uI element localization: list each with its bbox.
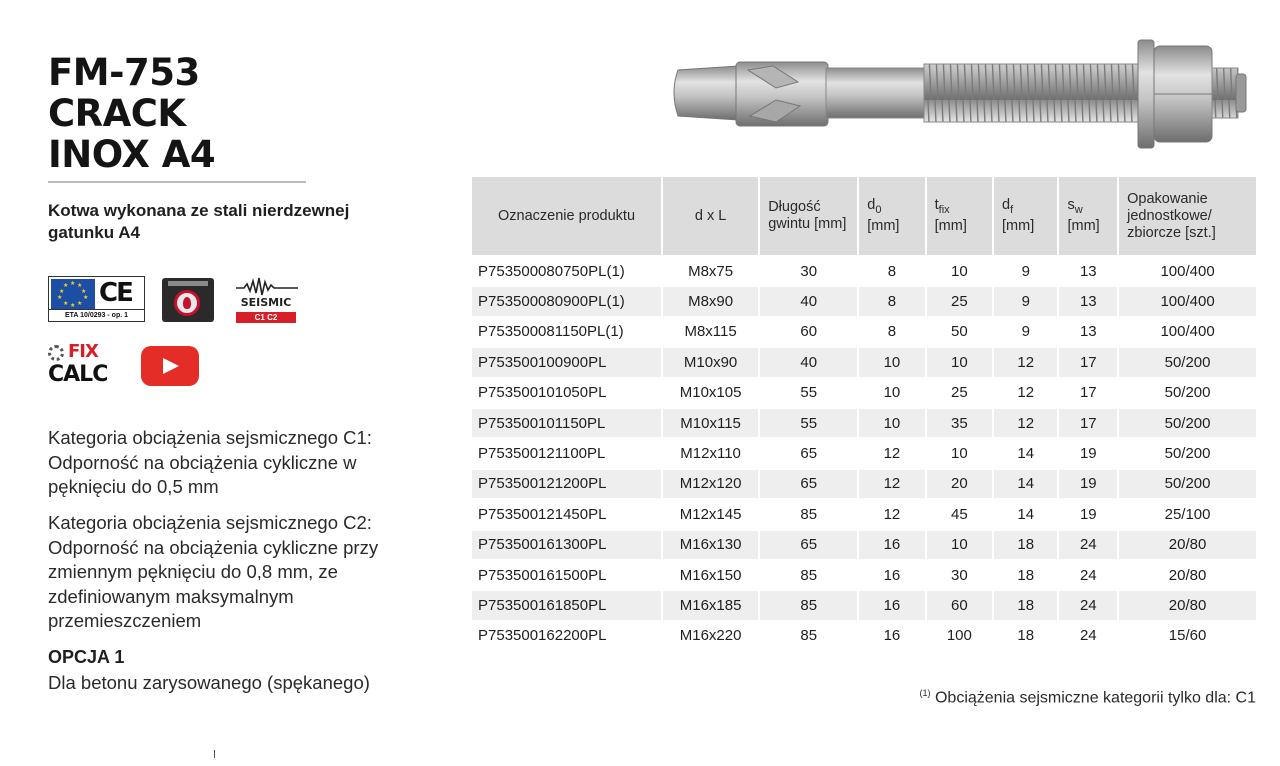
certification-badges (48, 274, 308, 324)
cell-d0: 16 (883, 566, 901, 584)
table-row (472, 287, 1256, 315)
cell-dxl: M12x145 (679, 505, 742, 523)
cell-df: 9 (1021, 262, 1030, 280)
option-heading: OPCJA 1 (48, 647, 125, 667)
cell-sw: 13 (1059, 287, 1117, 315)
table-row (472, 379, 1256, 407)
seismic-c1-description: Kategoria obciążenia sejsmicznego C1: Odporność na obciążenia cykliczne w pęknięciu do 0,5 mm (48, 427, 372, 497)
cell-df: 14 (1017, 445, 1035, 463)
cell-d0: 12 (859, 470, 924, 498)
header-sw: $s_w$ [mm] (1059, 177, 1117, 255)
cell-thread: 40 (760, 348, 857, 376)
header-df: $d_f$ [mm] (994, 177, 1057, 255)
fixcalc-logo[interactable] (48, 341, 126, 390)
cell-tfix: 10 (927, 531, 992, 559)
cell-pack: 20/80 (1119, 591, 1256, 619)
cell-tfix: 100 (946, 627, 972, 645)
seismic-word: SEISMIC (240, 296, 292, 309)
eta-label: ETA 10/0293 - op. 1 (49, 309, 144, 321)
cell-code: P753500161500PL (478, 566, 607, 584)
cell-thread: 55 (760, 409, 857, 437)
cell-code: P753500121100PL (478, 445, 606, 463)
cell-sw: 13 (1079, 323, 1097, 341)
cell-sw: 13 (1079, 262, 1097, 280)
cell-tfix: 30 (950, 566, 968, 584)
cell-pack: 50/200 (1119, 470, 1256, 498)
cell-d0: 16 (859, 531, 924, 559)
cell-sw: 19 (1079, 445, 1097, 463)
cell-code: P753500162200PL (478, 627, 607, 645)
cell-d0: 12 (883, 505, 901, 523)
title-line: CRACK (48, 92, 186, 135)
cell-pack: 20/80 (1119, 531, 1256, 559)
cell-pack: 50/200 (1164, 384, 1211, 402)
cell-pack: 50/200 (1164, 445, 1211, 463)
table-row (472, 591, 1256, 619)
cell-df: 9 (1021, 323, 1030, 341)
seismic-c2-description: Kategoria obciążenia sejsmicznego C2: Odporność na obciążenia cykliczne przy zmiennym pęknięciu do 0,8 mm, ze zdefiniowanym maksymalnym przemieszczeniem (48, 512, 379, 631)
cell-d0: 8 (887, 262, 897, 280)
seismic-badge (234, 276, 300, 324)
cell-code: P753500080750PL(1) (478, 262, 625, 280)
cell-sw: 24 (1059, 531, 1117, 559)
option-text: Dla betonu zarysowanego (spękanego) (48, 672, 370, 693)
cell-thread: 40 (760, 287, 857, 315)
title-line: FM-753 (48, 51, 200, 94)
cell-thread: 85 (800, 627, 818, 645)
youtube-play-icon[interactable] (141, 346, 199, 386)
cell-code: P753500161850PL (472, 591, 661, 619)
cell-df: 18 (994, 531, 1057, 559)
cell-sw: 17 (1059, 348, 1117, 376)
footnote (920, 688, 1256, 707)
cell-sw: 17 (1079, 384, 1097, 402)
eu-flag-icon: ★ ★ ★ ★ ★ ★ ★ ★ ★ ★ (51, 279, 95, 309)
cell-d0: 8 (859, 287, 924, 315)
cell-tfix: 10 (950, 262, 968, 280)
cell-pack: 100/400 (1160, 323, 1215, 341)
cell-df: 9 (994, 287, 1057, 315)
cell-pack: 50/200 (1119, 409, 1256, 437)
cell-code: P753500121200PL (472, 470, 661, 498)
cell-df: 14 (994, 470, 1057, 498)
cell-tfix: 35 (927, 409, 992, 437)
anchor-bolt-image (668, 30, 1258, 156)
fix-label: FIX (68, 341, 98, 362)
cell-df: 18 (994, 591, 1057, 619)
table-header-row (472, 177, 1256, 255)
cell-code: P753500081150PL(1) (478, 323, 624, 341)
cell-df: 14 (1017, 505, 1035, 523)
header-d0: $d_0$ [mm] (859, 177, 924, 255)
cell-pack: 100/400 (1119, 287, 1256, 315)
cell-pack: 20/80 (1168, 566, 1207, 584)
cell-tfix: 10 (927, 348, 992, 376)
cell-thread: 85 (760, 591, 857, 619)
table-row (472, 439, 1256, 467)
cell-dxl: M16x150 (679, 566, 742, 584)
product-info-panel (48, 51, 428, 693)
cell-sw: 19 (1059, 470, 1117, 498)
cell-dxl: M10x90 (663, 348, 758, 376)
cell-code: P753500100900PL (472, 348, 661, 376)
cell-dxl: M12x120 (663, 470, 758, 498)
cell-thread: 60 (800, 323, 818, 341)
table-row (472, 409, 1256, 437)
cell-tfix: 45 (950, 505, 968, 523)
seismic-wave-icon (236, 276, 298, 296)
cell-code: P753500080900PL(1) (472, 287, 661, 315)
table-row (472, 500, 1256, 528)
footnote-mark: (1) (919, 688, 931, 698)
cell-dxl: M8x75 (688, 262, 734, 280)
cell-pack: 50/200 (1119, 348, 1256, 376)
cell-dxl: M8x90 (663, 287, 758, 315)
table-row (472, 470, 1256, 498)
cell-d0: 10 (883, 384, 901, 402)
cell-thread: 30 (800, 262, 818, 280)
cell-tfix: 25 (927, 287, 992, 315)
specification-table (470, 175, 1258, 652)
cell-df: 12 (1017, 384, 1035, 402)
cell-d0: 8 (887, 323, 897, 341)
cell-df: 18 (1017, 627, 1035, 645)
cell-d0: 12 (883, 445, 901, 463)
cell-tfix: 25 (950, 384, 968, 402)
cell-df: 12 (994, 348, 1057, 376)
cell-tfix: 10 (950, 445, 968, 463)
cell-sw: 24 (1079, 566, 1097, 584)
cell-pack: 100/400 (1160, 262, 1215, 280)
cell-dxl: M8x115 (684, 323, 737, 341)
cell-dxl: M16x220 (679, 627, 742, 645)
table-row (472, 348, 1256, 376)
footnote-text: Obciążenia sejsmiczne kategorii tylko dla: C1 (934, 689, 1256, 707)
cell-pack: 25/100 (1164, 505, 1211, 523)
cell-tfix: 60 (927, 591, 992, 619)
cell-thread: 85 (800, 566, 818, 584)
cell-dxl: M16x130 (663, 531, 758, 559)
cell-thread: 85 (800, 505, 818, 523)
cell-sw: 24 (1059, 591, 1117, 619)
cell-thread: 65 (760, 531, 857, 559)
ce-mark: CE (99, 278, 132, 308)
page-mark (214, 750, 215, 758)
calc-label: CALC (48, 362, 108, 387)
cell-thread: 55 (800, 384, 818, 402)
cell-tfix: 50 (950, 323, 968, 341)
cell-code: P753500161300PL (472, 531, 661, 559)
cell-dxl: M10x115 (663, 409, 758, 437)
table-row (472, 257, 1256, 285)
gear-icon (48, 345, 64, 361)
table-row (472, 318, 1256, 346)
cell-pack: 15/60 (1168, 627, 1207, 645)
cell-d0: 16 (883, 627, 901, 645)
cell-sw: 17 (1059, 409, 1117, 437)
header-code: Oznaczenie produktu (472, 177, 661, 255)
cell-thread: 65 (760, 470, 857, 498)
cell-df: 12 (994, 409, 1057, 437)
cell-df: 18 (1017, 566, 1035, 584)
product-subtitle: Kotwa wykonana ze stali nierdzewnej gatunku A4 (48, 201, 350, 242)
cell-thread: 65 (800, 445, 818, 463)
cell-tfix: 20 (927, 470, 992, 498)
fire-resistance-icon (162, 278, 214, 322)
table-row (472, 531, 1256, 559)
cell-d0: 10 (859, 409, 924, 437)
header-packaging: Opakowanie jednostkowe/ zbiorcze [szt.] (1119, 177, 1256, 255)
header-dxl: d x L (663, 177, 758, 255)
cell-code: P753500121450PL (478, 505, 607, 523)
cell-dxl: M16x185 (663, 591, 758, 619)
header-thread-length: Długość gwintu [mm] (760, 177, 857, 255)
title-divider (48, 181, 306, 183)
cell-code: P753500101050PL (478, 384, 607, 402)
cell-d0: 16 (859, 591, 924, 619)
seismic-class: C1 C2 (236, 312, 296, 323)
table-row (472, 561, 1256, 589)
cell-d0: 10 (859, 348, 924, 376)
header-tfix: $t_{fix}$ [mm] (927, 177, 992, 255)
cell-sw: 19 (1079, 505, 1097, 523)
title-line: INOX A4 (48, 133, 216, 176)
table-row (472, 622, 1256, 650)
cell-code: P753500101150PL (472, 409, 661, 437)
product-title (48, 52, 428, 175)
cell-dxl: M12x110 (680, 445, 741, 463)
eu-ce-badge (48, 276, 145, 322)
cell-sw: 24 (1079, 627, 1097, 645)
cell-dxl: M10x105 (679, 384, 742, 402)
